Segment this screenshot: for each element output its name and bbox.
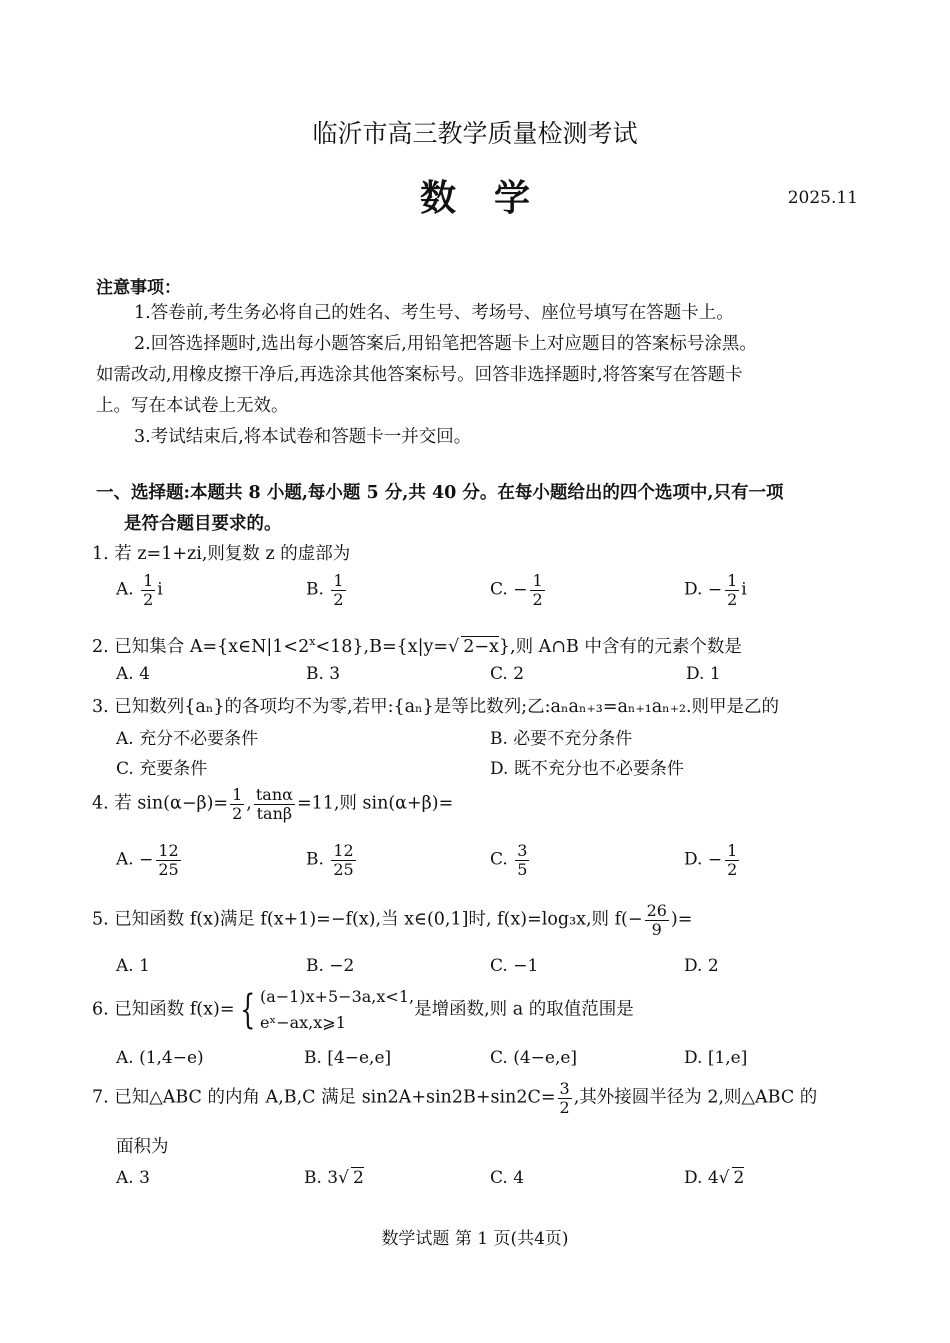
question-3-option-c: C. 充要条件 — [116, 759, 208, 779]
note-item-2-line-1: 2.回答选择题时,选出每小题答案后,用铅笔把答题卡上对应题目的答案标号涂黑。 — [134, 334, 757, 354]
exam-title: 临沂市高三教学质量检测考试 — [312, 119, 638, 148]
question-4-option-b: B. $\frac{12}{25}$ — [306, 841, 354, 879]
question-7-option-c: C. 4 — [490, 1168, 525, 1188]
question-2-option-c: C. 2 — [490, 664, 525, 684]
question-6-option-a: A. (1,4−e) — [116, 1048, 204, 1068]
question-7-option-b: B. 3√ 2 — [304, 1168, 364, 1188]
question-5-stem: 5. 已知函数 f(x)满足 f(x+1)=−f(x),当 x∈(0,1]时, f(x)=log₃x,则 f(− $\frac{26}{9}$ )= — [92, 901, 693, 939]
question-4-option-a: A. − $\frac{12}{25}$ — [116, 841, 179, 879]
question-7-option-d: D. 4√ 2 — [684, 1168, 745, 1188]
question-5-option-b: B. −2 — [306, 956, 355, 976]
page-footer: 数学试题 第 1 页(共4页) — [381, 1229, 569, 1249]
question-5-option-d: D. 2 — [684, 956, 719, 976]
question-1-option-c: C. − $\frac{1}{2}$ — [490, 571, 543, 609]
section-heading-line-2: 是符合题目要求的。 — [124, 514, 282, 534]
notes-body — [96, 298, 866, 453]
question-2-option-b: B. 3 — [306, 664, 341, 684]
question-3-option-a: A. 充分不必要条件 — [116, 729, 259, 749]
question-2-option-d: D. 1 — [686, 664, 721, 684]
question-1-option-b: B. $\frac{1}{2}$ — [306, 571, 344, 609]
question-6-stem: 6. 已知函数 f(x)= { (a−1)x+5−3a,x<1, eˣ−ax,x⩾1 是增函数,则 a 的取值范围是 — [92, 987, 634, 1033]
question-1-option-a: A. $\frac{1}{2}$ i — [116, 571, 163, 609]
question-3-stem: 3. 已知数列{aₙ}的各项均不为零,若甲:{aₙ}是等比数列;乙:aₙaₙ₊₃=aₙ₊₁aₙ₊₂.则甲是乙的 — [92, 697, 780, 717]
section-heading — [96, 478, 866, 540]
question-3-option-b: B. 必要不充分条件 — [490, 729, 633, 749]
question-5-option-a: A. 1 — [116, 956, 150, 976]
question-2-stem: 2. 已知集合 $A=\{x\in N|1<2^x<18\},B=\{x|y=√$ 2−x},则 A∩B 中含有的元素个数是 — [92, 635, 742, 657]
section-heading-line-1: 一、选择题:本题共 8 小题,每小题 5 分,共 40 分。在每小题给出的四个选项中,只有一项 — [96, 483, 784, 503]
note-item-2-line-2: 如需改动,用橡皮擦干净后,再选涂其他答案标号。回答非选择题时,将答案写在答题卡 — [96, 365, 743, 385]
question-4-option-c: C. $\frac{3}{5}$ — [490, 841, 528, 879]
question-7-stem-line-2: 面积为 — [116, 1137, 169, 1157]
question-4-stem: 4. 若 sin(α−β)= $\frac{1}{2}$ , $\frac{\tan\alpha}{\tan\beta}$ =11,则 sin(α+β)= — [92, 785, 454, 823]
question-7-option-a: A. 3 — [116, 1168, 150, 1188]
note-item-3: 3.考试结束后,将本试卷和答题卡一并交回。 — [134, 427, 472, 447]
note-item-1: 1.答卷前,考生务必将自己的姓名、考生号、考场号、座位号填写在答题卡上。 — [134, 303, 734, 323]
question-1-option-d: D. − $\frac{1}{2}$ i — [684, 571, 747, 609]
question-7-stem: 7. 已知△ABC 的内角 A,B,C 满足 sin2A+sin2B+sin2C= $\frac{3}{2}$ ,其外接圆半径为 2,则△ABC 的 — [92, 1079, 818, 1117]
question-6-option-b: B. [4−e,e] — [304, 1048, 392, 1068]
note-item-2-line-3: 上。写在本试卷上无效。 — [96, 396, 289, 416]
question-4-option-d: D. − $\frac{1}{2}$ — [684, 841, 738, 879]
question-5-option-c: C. −1 — [490, 956, 539, 976]
question-6-option-d: D. [1,e] — [684, 1048, 748, 1068]
notes-heading: 注意事项： — [96, 278, 181, 298]
question-3-option-d: D. 既不充分也不必要条件 — [490, 759, 684, 779]
exam-date: 2025.11 — [787, 188, 858, 208]
question-1-stem: 1. 若 z=1+zi,则复数 z 的虚部为 — [92, 544, 351, 564]
question-6-option-c: C. (4−e,e] — [490, 1048, 578, 1068]
subject-title: 数学 — [419, 177, 568, 219]
question-2-option-a: A. 4 — [116, 664, 150, 684]
